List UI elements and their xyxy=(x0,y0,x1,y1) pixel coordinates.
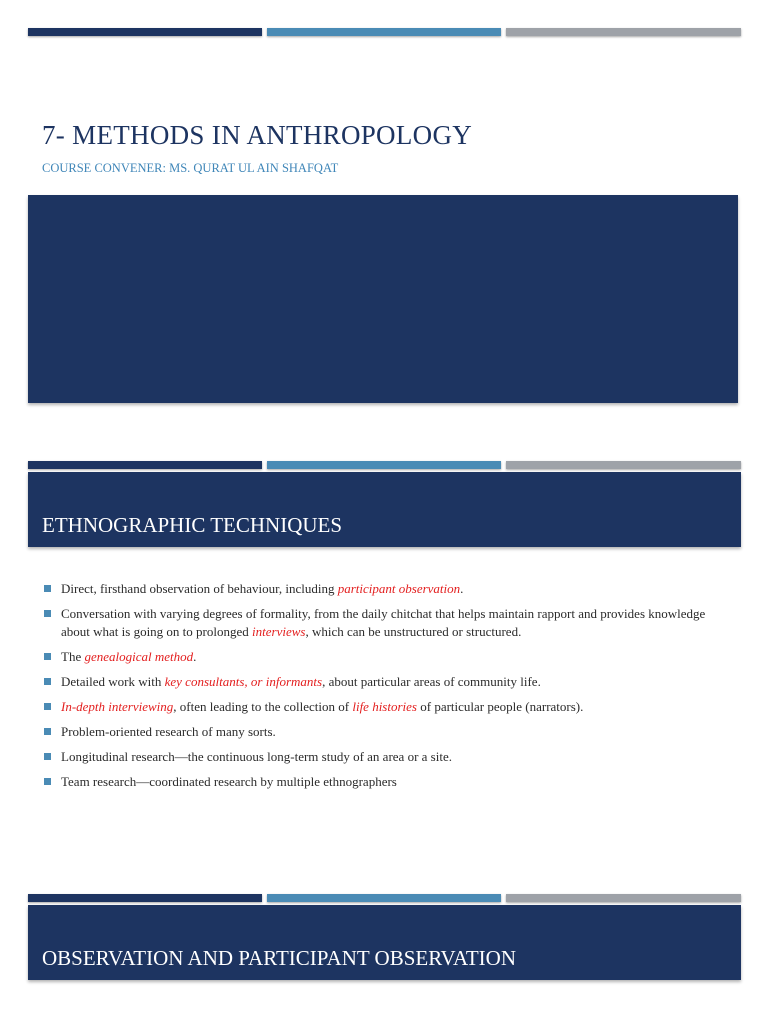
bullet-text: Team research—coordinated research by multiple ethnographers xyxy=(61,774,397,789)
bullet-item xyxy=(43,773,733,791)
accent-stripe-navy xyxy=(28,461,262,469)
bullet-text: Conversation with varying degrees of formality, from the daily chitchat that helps maintain rapport and provides knowledge about what is going on to prolonged xyxy=(61,606,706,639)
square-bullet-icon xyxy=(44,728,51,735)
bullet-text: , which can be unstructured or structured. xyxy=(305,624,522,639)
bullet-item xyxy=(43,580,733,598)
bullet-item xyxy=(43,648,733,666)
slide-title: 7- METHODS IN ANTHROPOLOGY xyxy=(42,120,473,150)
slide3-heading: OBSERVATION AND PARTICIPANT OBSERVATION xyxy=(42,946,517,970)
bullet-text: of particular people (narrators). xyxy=(416,699,584,714)
square-bullet-icon xyxy=(44,610,51,617)
bullet-item xyxy=(43,673,733,691)
bullet-item xyxy=(43,748,733,766)
emphasized-term: interviews xyxy=(252,624,306,639)
accent-stripe-gray xyxy=(506,28,741,36)
accent-stripe-gray xyxy=(506,461,741,469)
bullet-text: . xyxy=(460,581,464,596)
accent-stripe-navy xyxy=(28,28,262,36)
slide3-header-band xyxy=(28,905,741,980)
slide1-accent-stripes xyxy=(28,28,741,36)
square-bullet-icon xyxy=(44,753,51,760)
slide3-accent-stripes xyxy=(28,894,741,902)
bullet-text: Problem-oriented research of many sorts. xyxy=(61,724,276,739)
bullet-item xyxy=(43,605,733,641)
square-bullet-icon xyxy=(44,703,51,710)
square-bullet-icon xyxy=(44,678,51,685)
slide2-header-band xyxy=(28,472,741,547)
emphasized-term: life histories xyxy=(352,699,417,714)
emphasized-term: In-depth interviewing xyxy=(61,699,174,714)
bullet-text: Direct, firsthand observation of behaviour, including xyxy=(61,581,338,596)
bullet-text: Detailed work with xyxy=(61,674,165,689)
bullet-list xyxy=(43,580,733,798)
accent-stripe-blue xyxy=(267,28,501,36)
square-bullet-icon xyxy=(44,585,51,592)
emphasized-term: participant observation xyxy=(337,581,461,596)
bullet-item xyxy=(43,698,733,716)
accent-stripe-gray xyxy=(506,894,741,902)
square-bullet-icon xyxy=(44,778,51,785)
bullet-text: Longitudinal research—the continuous long-term study of an area or a site. xyxy=(61,749,452,764)
slide2-accent-stripes xyxy=(28,461,741,469)
accent-stripe-blue xyxy=(267,894,501,902)
bullet-text: , often leading to the collection of xyxy=(173,699,353,714)
bullet-text: . xyxy=(193,649,197,664)
emphasized-term: genealogical method xyxy=(84,649,194,664)
bullet-item xyxy=(43,723,733,741)
bullet-text: , about particular areas of community life. xyxy=(322,674,541,689)
square-bullet-icon xyxy=(44,653,51,660)
title-color-block xyxy=(28,195,738,403)
slide2-heading: ETHNOGRAPHIC TECHNIQUES xyxy=(42,513,343,537)
slide-subtitle: COURSE CONVENER: MS. QURAT UL AIN SHAFQAT xyxy=(42,161,339,175)
bullet-text: The xyxy=(61,649,85,664)
accent-stripe-navy xyxy=(28,894,262,902)
accent-stripe-blue xyxy=(267,461,501,469)
emphasized-term: key consultants, or informants xyxy=(164,674,323,689)
